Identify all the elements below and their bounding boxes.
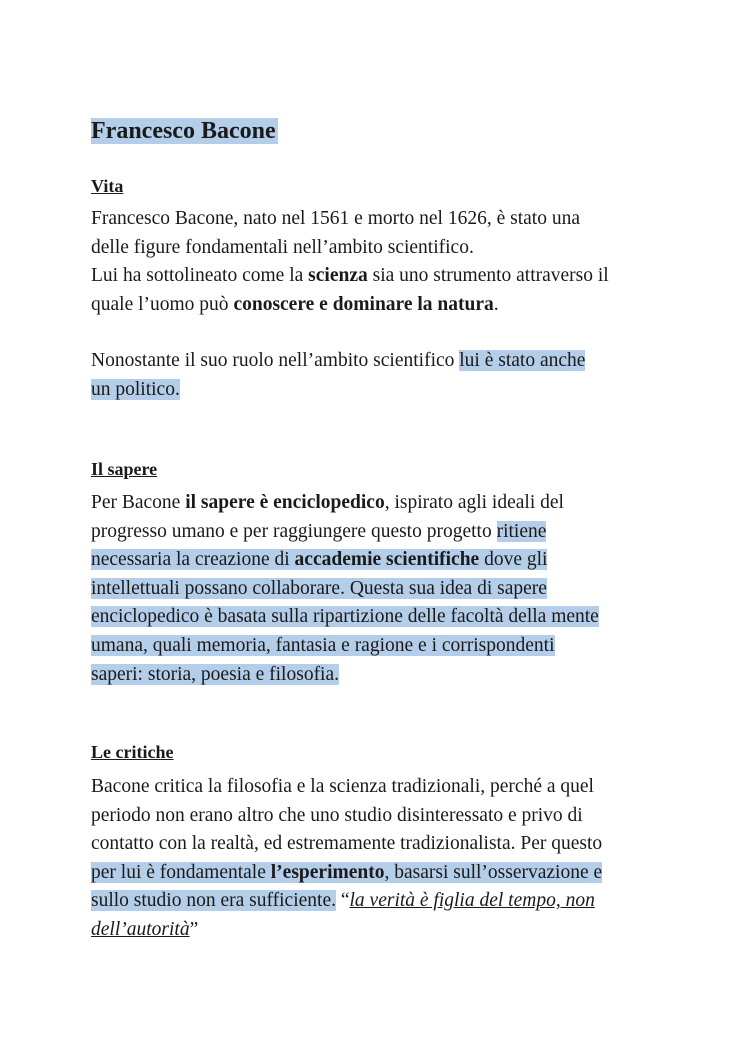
paragraph-vita-1: Francesco Bacone, nato nel 1561 e morto nel 1626, è stato una delle figure fondamentali nell’ambito scientifico. Lui ha sottolineato come la scienza sia uno strumento attraverso il quale l’uomo può conoscere e dominare la natura. — [91, 208, 609, 315]
paragraph-vita-2: Nonostante il suo ruolo nell’ambito scientifico lui è stato anche un politico. — [91, 350, 586, 400]
quote-text-end: dell’autorità — [91, 918, 190, 940]
section-heading-il-sapere: Il sapere — [91, 459, 158, 479]
title-highlight: Francesco Bacone — [91, 118, 276, 144]
section-heading-vita: Vita — [91, 176, 124, 196]
quote-text: la verità è figlia del tempo, non — [349, 890, 595, 912]
paragraph-il-sapere: Per Bacone il sapere è enciclopedico, ispirato agli ideali del progresso umano e per raggiungere questo progetto ritiene necessaria la creazione di accademie scientifiche dove gli intellettuali possano collaborare. Questa sua idea di sapere enciclopedico è basata sulla ripartizione delle facoltà della mente umana, quali memoria, fantasia e ragione e i corrispondenti saperi: storia, poesia e filosofia. — [91, 492, 599, 685]
document-title — [91, 114, 278, 148]
paragraph-le-critiche: Bacone critica la filosofia e la scienza tradizionali, perché a quel periodo non erano altro che uno studio disinteressato e privo di contatto con la realtà, ed estremamente tradizionalista. Per questo per lui è fondamentale l’esperimento, basarsi sull’osservazione e sullo studio non era sufficiente. “la verità è figlia del tempo, non dell’autorità” — [91, 776, 603, 940]
section-heading-le-critiche: Le critiche — [91, 742, 174, 762]
